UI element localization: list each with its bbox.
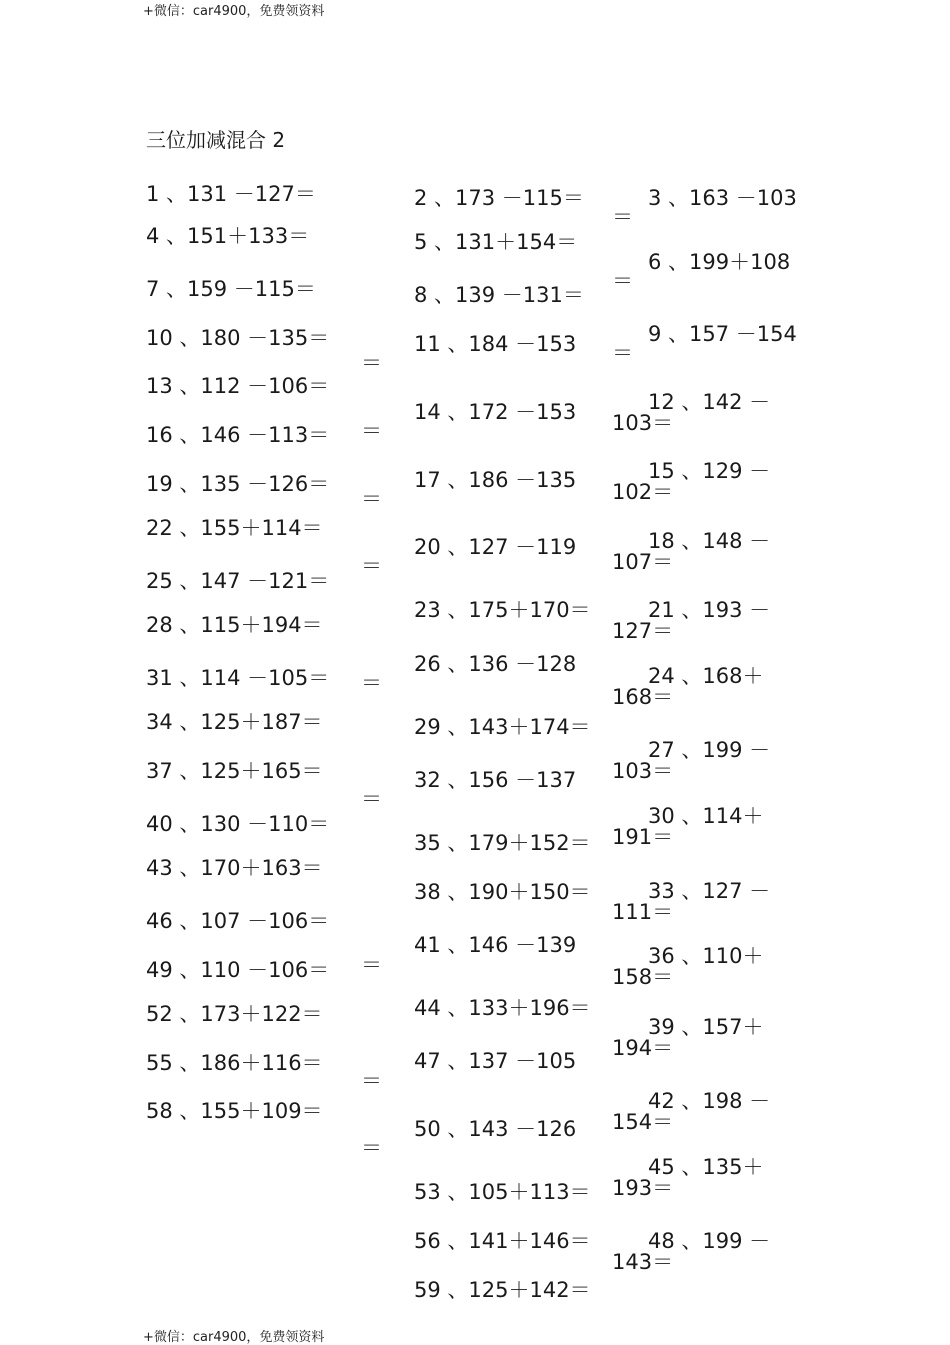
problem-item-line2: 103＝ (612, 759, 674, 783)
footer-watermark: +微信：car4900，免费领资料 (143, 1330, 325, 1345)
problem-item: 19 、135 －126＝ (146, 472, 330, 496)
problem-item: 5 、131＋154＝ (414, 230, 578, 254)
problem-item: 53 、105＋113＝ (414, 1180, 591, 1204)
problem-item-line2: 154＝ (612, 1110, 674, 1134)
problem-item-line1: 12 、142 － (648, 390, 771, 414)
problem-item: 47 、137 －105 (414, 1049, 577, 1073)
problem-item-line1: 24 、168＋ (648, 664, 764, 688)
problem-item: 29 、143＋174＝ (414, 715, 591, 739)
problem-item-line2: 107＝ (612, 550, 674, 574)
equals-sign: ＝ (612, 341, 633, 365)
equals-sign: ＝ (612, 205, 633, 229)
problem-item: 13 、112 －106＝ (146, 374, 330, 398)
problem-item: 11 、184 －153 (414, 332, 577, 356)
problem-item: 43 、170＋163＝ (146, 856, 323, 880)
problem-item: 14 、172 －153 (414, 400, 577, 424)
problem-item: 46 、107 －106＝ (146, 909, 330, 933)
problem-item: 49 、110 －106＝ (146, 958, 330, 982)
problem-item: 28 、115＋194＝ (146, 613, 323, 637)
problem-item-line1: 45 、135＋ (648, 1155, 764, 1179)
equals-sign: ＝ (361, 1069, 382, 1093)
problem-item-line1: 27 、199 － (648, 738, 771, 762)
problem-item-line2: 191＝ (612, 825, 674, 849)
problem-item-line1: 30 、114＋ (648, 804, 764, 828)
equals-sign: ＝ (361, 554, 382, 578)
problem-item: 34 、125＋187＝ (146, 710, 323, 734)
problem-item-line1: 18 、148 － (648, 529, 771, 553)
problem-item-line2: 103＝ (612, 411, 674, 435)
problem-item-line2: 127＝ (612, 619, 674, 643)
equals-sign: ＝ (361, 487, 382, 511)
problem-item-line1: 15 、129 － (648, 459, 771, 483)
problem-item: 41 、146 －139 (414, 933, 577, 957)
problem-item: 10 、180 －135＝ (146, 326, 330, 350)
problem-item: 26 、136 －128 (414, 652, 577, 676)
problem-item: 17 、186 －135 (414, 468, 577, 492)
problem-item-line2: 111＝ (612, 900, 674, 924)
problem-item: 31 、114 －105＝ (146, 666, 330, 690)
equals-sign: ＝ (361, 953, 382, 977)
problem-item: 55 、186＋116＝ (146, 1051, 323, 1075)
problem-item: 56 、141＋146＝ (414, 1229, 591, 1253)
problem-item-line2: 102＝ (612, 480, 674, 504)
problem-item: 2 、173 －115＝ (414, 186, 584, 210)
problem-item: 3 、163 －103 (648, 186, 797, 210)
problem-item: 7 、159 －115＝ (146, 277, 316, 301)
problem-item: 1 、131 －127＝ (146, 182, 316, 206)
problem-item-line1: 36 、110＋ (648, 944, 764, 968)
problem-item-line1: 39 、157＋ (648, 1015, 764, 1039)
problem-item-line2: 143＝ (612, 1250, 674, 1274)
problem-item: 25 、147 －121＝ (146, 569, 330, 593)
problem-item-line1: 21 、193 － (648, 598, 771, 622)
problem-item: 35 、179＋152＝ (414, 831, 591, 855)
problem-item: 52 、173＋122＝ (146, 1002, 323, 1026)
problem-item: 38 、190＋150＝ (414, 880, 591, 904)
problem-item: 22 、155＋114＝ (146, 516, 323, 540)
header-watermark: +微信：car4900，免费领资料 (143, 4, 325, 19)
equals-sign: ＝ (361, 1136, 382, 1160)
equals-sign: ＝ (361, 787, 382, 811)
problem-item: 8 、139 －131＝ (414, 283, 584, 307)
problem-item: 20 、127 －119 (414, 535, 577, 559)
problem-item: 23 、175＋170＝ (414, 598, 591, 622)
equals-sign: ＝ (361, 419, 382, 443)
problem-item-line2: 158＝ (612, 965, 674, 989)
worksheet-title: 三位加减混合 2 (146, 128, 286, 152)
problem-item: 59 、125＋142＝ (414, 1278, 591, 1302)
equals-sign: ＝ (361, 671, 382, 695)
problem-item-line2: 194＝ (612, 1036, 674, 1060)
problem-item: 9 、157 －154 (648, 322, 797, 346)
equals-sign: ＝ (612, 269, 633, 293)
problem-item: 6 、199＋108 (648, 250, 791, 274)
problem-item-line2: 168＝ (612, 685, 674, 709)
problem-item: 4 、151＋133＝ (146, 224, 310, 248)
problem-item-line1: 48 、199 － (648, 1229, 771, 1253)
equals-sign: ＝ (361, 351, 382, 375)
problem-item: 44 、133＋196＝ (414, 996, 591, 1020)
problem-item: 32 、156 －137 (414, 768, 577, 792)
problem-item: 16 、146 －113＝ (146, 423, 330, 447)
problem-item-line1: 33 、127 － (648, 879, 771, 903)
problem-item-line2: 193＝ (612, 1176, 674, 1200)
problem-item: 40 、130 －110＝ (146, 812, 330, 836)
problem-item: 37 、125＋165＝ (146, 759, 323, 783)
problem-item: 58 、155＋109＝ (146, 1099, 323, 1123)
problem-item-line1: 42 、198 － (648, 1089, 771, 1113)
problem-item: 50 、143 －126 (414, 1117, 577, 1141)
